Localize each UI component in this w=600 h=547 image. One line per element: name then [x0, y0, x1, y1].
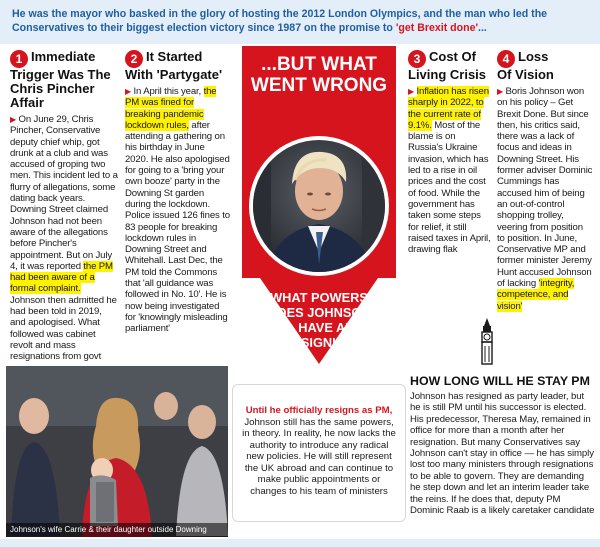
- section-3: [408, 50, 492, 255]
- section-1: [10, 50, 118, 363]
- section-1-text-b: Johnson then admitted he had been told in 2019, and apologised. What followed was cabinet revolt and mass resignations from govt: [10, 294, 117, 363]
- red-arrow-banner: [234, 46, 404, 364]
- header-highlight: 'get Brexit done': [395, 22, 478, 34]
- section-1-title: [10, 50, 118, 110]
- powers-box: [232, 384, 406, 522]
- section-2-title: [125, 50, 230, 82]
- section-3-number-badge: 3: [408, 50, 426, 68]
- pointer-icon: ▶: [10, 115, 17, 124]
- section-4-highlight: 'integrity, competence, and vision': [497, 278, 575, 312]
- section-4: [497, 50, 593, 312]
- arrow-line-3: STILL HAVE AFTER: [259, 320, 379, 335]
- downing-street-photo: [6, 366, 228, 537]
- section-4-number-badge: 4: [497, 50, 515, 68]
- section-1-highlight: the PM had been aware of a formal complaint.: [10, 260, 113, 295]
- how-long-section: [410, 374, 596, 516]
- section-2-text-a: In April this year,: [133, 86, 204, 97]
- photo-image: [6, 366, 228, 537]
- section-1-title-line1: Immediate: [31, 49, 96, 64]
- powers-lead: Until he officially resigns as PM,: [245, 405, 393, 416]
- section-2-number-badge: 2: [125, 50, 143, 68]
- arrow-line-1: WHAT POWERS: [270, 290, 368, 305]
- section-4-title-rest: Of Vision: [497, 67, 554, 82]
- section-3-title-rest: Living Crisis: [408, 67, 487, 82]
- header-ellipsis: ...: [478, 22, 487, 34]
- header-banner: [0, 0, 600, 44]
- section-2-highlight: the PM was fined for breaking pandemic lockdown rules,: [125, 86, 217, 131]
- banner-line-1: ...BUT WHAT: [261, 54, 377, 75]
- powers-text: Johnson still has the same powers, in theory. In reality, he now lacks the authority to introduce any radical new policies. He will still represent the UK abroad and can continue to make public appointments or changes to his team of ministers: [242, 416, 396, 497]
- section-1-text-a: On June 29, Chris Pincher, Conservative deputy chief whip, got drunk at a club and was accused of groping two men. This incident led to a flurry of allegations, some dating back years. Downing Street claimed Johnson had not been aware of the allegations before Pincher's appointment. But on July 4, it was reported: [10, 114, 118, 272]
- section-2-title-line1: It Started: [146, 49, 203, 64]
- section-1-body: [10, 114, 118, 363]
- big-ben-icon: [478, 318, 496, 366]
- section-1-title-rest: Trigger Was The Chris Pincher Affair: [10, 67, 111, 110]
- section-3-title: [408, 50, 492, 82]
- bottom-band: [0, 539, 600, 547]
- section-4-title-line1: Loss: [518, 49, 549, 64]
- section-2-text-b: after attending a gathering on his birthday in June 2020. He also apologised for going to a 'bring your own booze' party in the Downing St garden during the lockdown. Police issued 126 fines to 83 people for breaking lockdown rules in Downing Street and Whitehall. Last Dec, the PM told the Commons that 'all guidance was followed in No. 10'. He is now being investigated for 'knowingly misleading parliament': [125, 119, 230, 335]
- section-4-text-a: Boris Johnson won on his policy – Get Brexit Done. But since then, his critics said, there was a lack of focus and ideas in Downing Street. His former adviser Dominic Cummings has accused him of being an out-of-control shopping trolley, veering from position to position. In June, Conservative MP and former minister Jeremy Hunt accused Johnson of lacking: [497, 86, 593, 290]
- centre-graphic: [234, 46, 404, 364]
- section-3-text-b: Most of the blame is on Russia's Ukraine invasion, which has led to a rise in oil prices and the cost of food. While the government has taken some steps for relief, it still raised taxes in April, drawing flak: [408, 119, 491, 256]
- how-long-body: Johnson has resigned as party leader, but he is still PM until his successor is elected. His predecessor, Theresa May, remained in office for more than a month after her resignation. But many Conservatives say Johnson can't stay in office — he has simply lost too many ministers through resignations to be able to govern. They are demanding he step down and let an interim leader take the reins. If he does that, deputy PM Dominic Raab is a likely caretaker candidate: [410, 391, 595, 517]
- section-3-body: [408, 86, 492, 255]
- section-4-title: [497, 50, 593, 82]
- pointer-icon: ▶: [408, 87, 415, 96]
- arrow-line-4: RESIGNING: [283, 335, 355, 350]
- how-long-title: HOW LONG WILL HE STAY PM: [410, 374, 590, 388]
- banner-line-2: WENT WRONG: [250, 75, 388, 96]
- pointer-icon: ▶: [497, 87, 504, 96]
- section-4-body: [497, 86, 593, 312]
- pointer-icon: ▶: [125, 87, 132, 96]
- section-3-highlight: Inflation has risen sharply in 2022, to the current rate of 9.1%.: [408, 86, 489, 131]
- section-3-title-line1: Cost Of: [429, 49, 476, 64]
- header-text: He was the mayor who basked in the glory of hosting the 2012 London Olympics, and the man who led the Conservatives to their biggest election victory since 1987 on the promise to: [12, 8, 548, 34]
- section-2-title-rest: With 'Partygate': [125, 67, 223, 82]
- section-2: [125, 50, 230, 335]
- photo-caption: Johnson's wife Carrie & their daughter outside Downing: [6, 523, 228, 537]
- section-2-body: [125, 86, 230, 335]
- section-1-number-badge: 1: [10, 50, 28, 68]
- arrow-line-2: DOES JOHNSON: [267, 305, 371, 320]
